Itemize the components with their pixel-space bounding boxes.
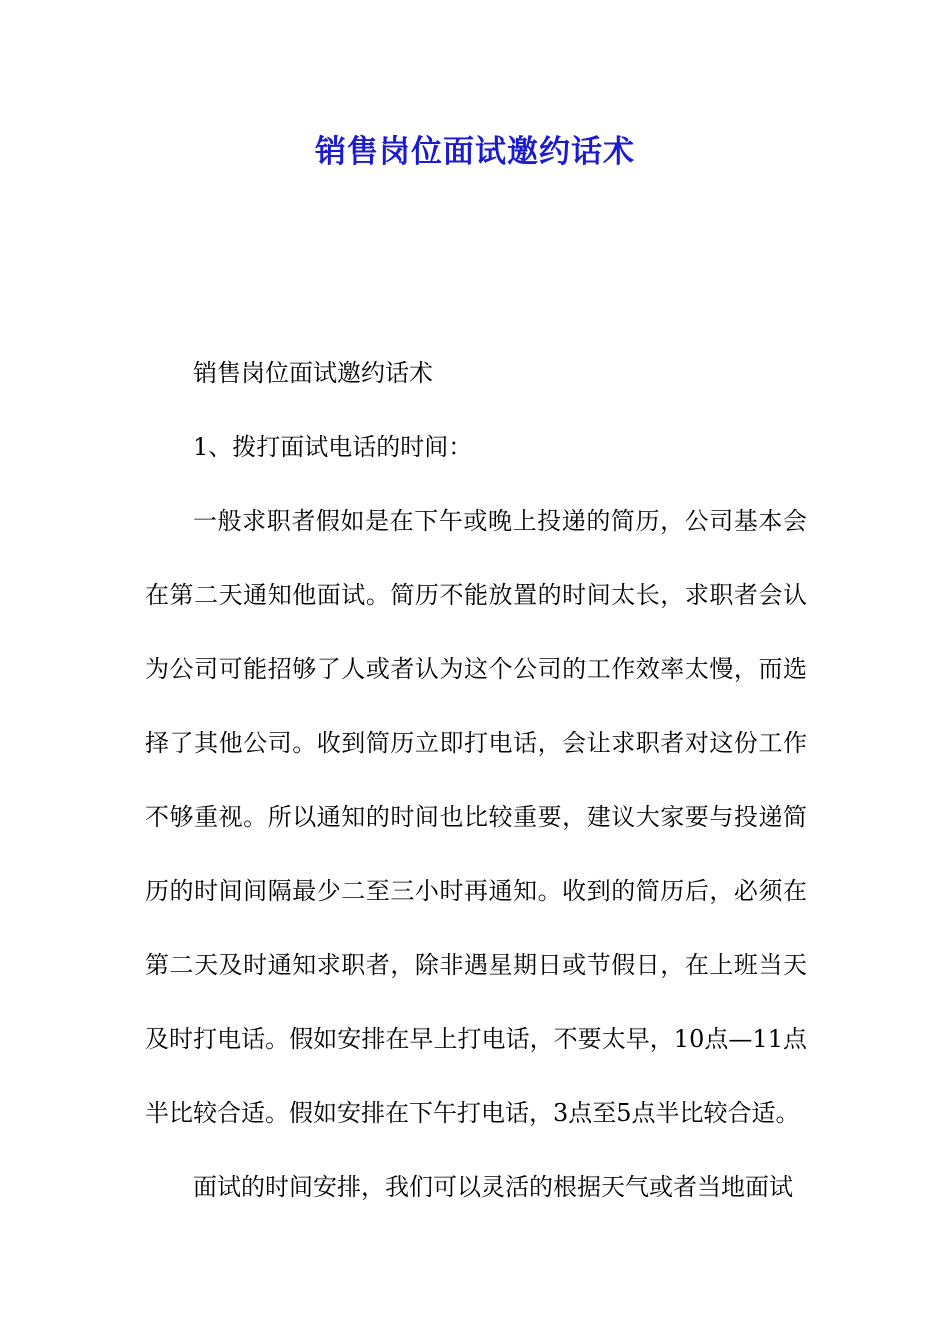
document-body xyxy=(145,336,807,1224)
document-title: 销售岗位面试邀约话术 xyxy=(315,134,635,170)
paragraph-subtitle: 销售岗位面试邀约话术 xyxy=(193,359,433,387)
paragraph-section-heading: 1、拨打面试电话的时间： xyxy=(193,433,473,461)
paragraph-call-timing: 一般求职者假如是在下午或晚上投递的简历，公司基本会在第二天通知他面试。简历不能放置的时间太长，求职者会认为公司可能招够了人或者认为这个公司的工作效率太慢，而选择了其他公司。收到简历立即打电话，会让求职者对这份工作不够重视。所以通知的时间也比较重要，建议大家要与投递简历的时间间隔最少二至三小时再通知。收到的简历后，必须在第二天及时通知求职者，除非遇星期日或节假日，在上班当天及时打电话。假如安排在早上打电话，不要太早，10点—11点半比较合适。假如安排在下午打电话，3点至5点半比较合适。 xyxy=(145,507,807,1127)
paragraph-interview-scheduling: 面试的时间安排，我们可以灵活的根据天气或者当地面试 xyxy=(193,1173,793,1201)
